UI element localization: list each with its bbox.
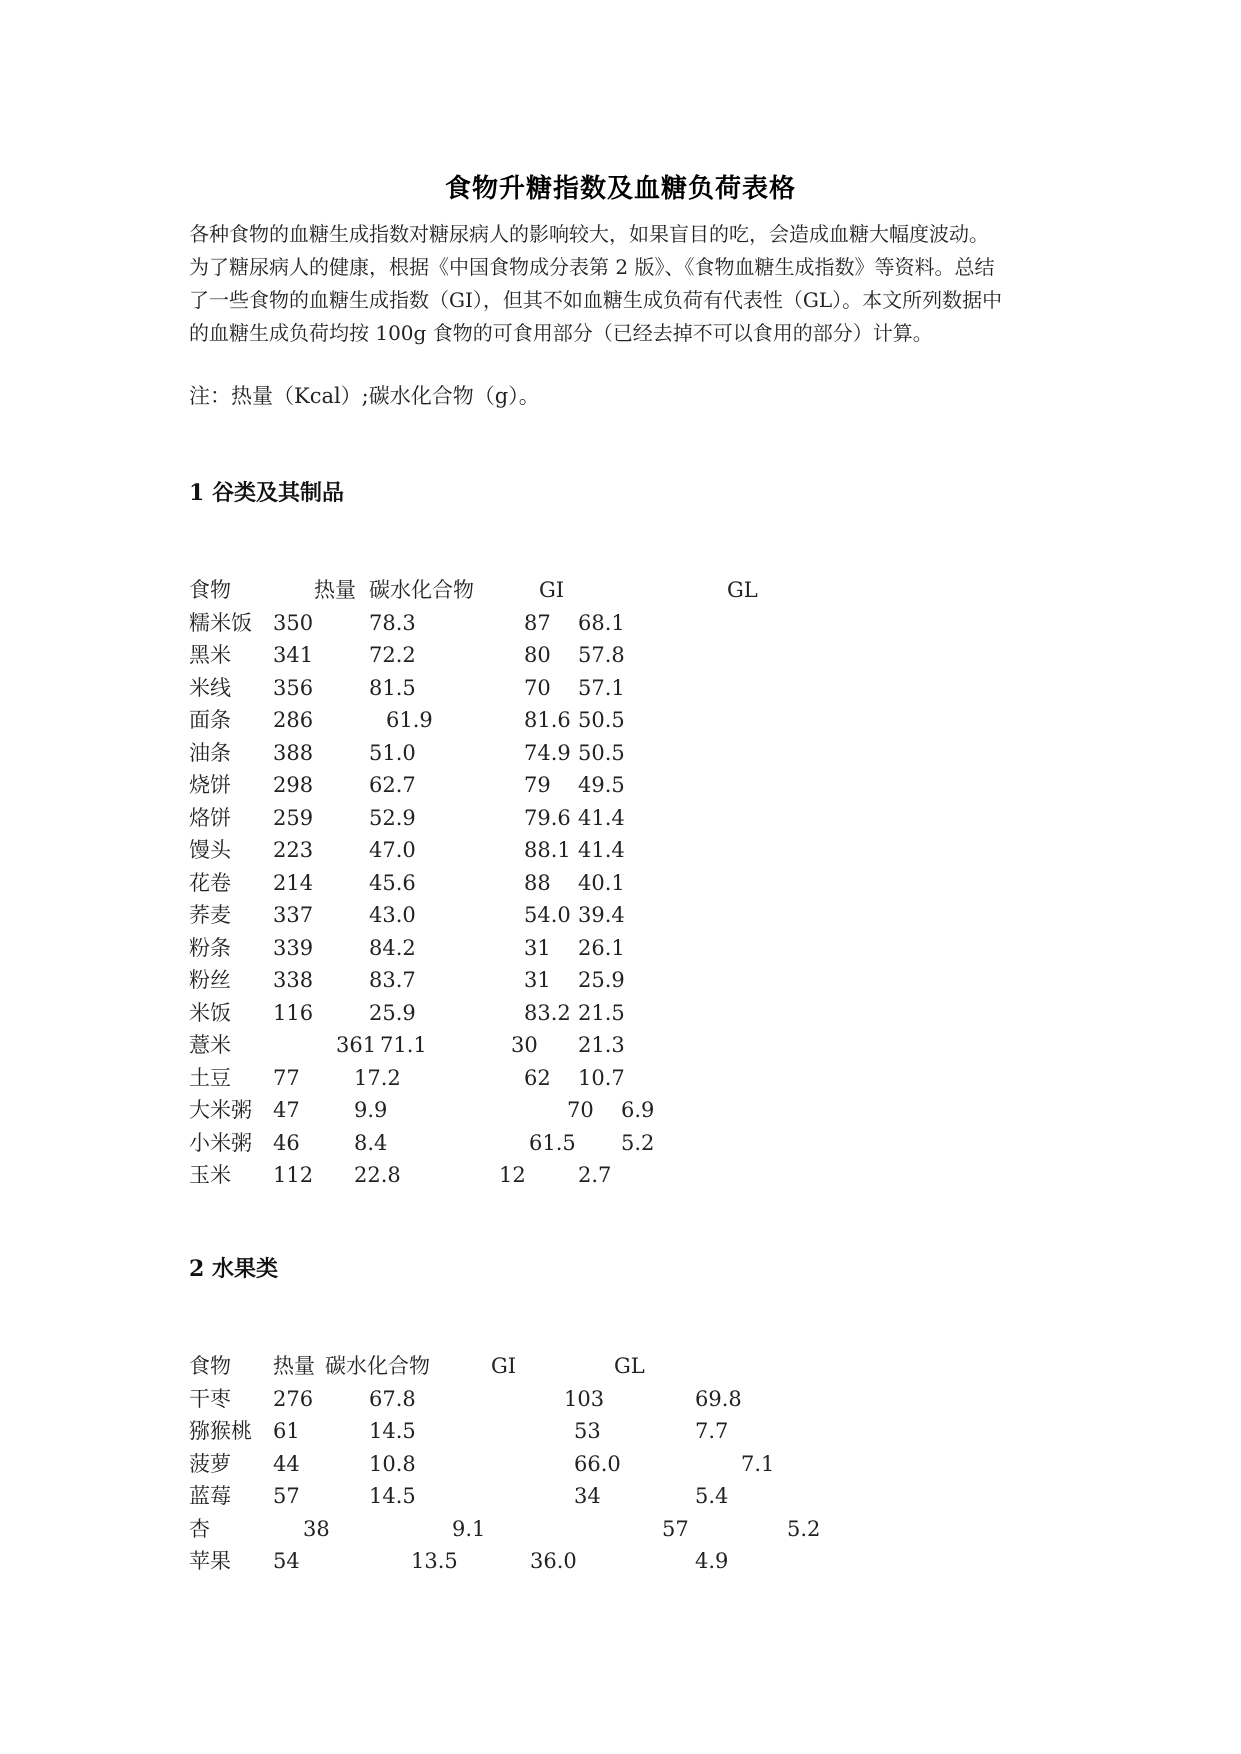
intro-paragraph (189, 218, 1089, 350)
cell-carbs: 10.8 (369, 1451, 416, 1476)
cell-gl: 2.7 (578, 1163, 612, 1187)
cell-gl: 7.1 (741, 1451, 775, 1476)
cell-gl: 41.4 (578, 838, 625, 862)
cell-food: 黑米 (189, 643, 231, 667)
table-row (189, 1127, 1089, 1160)
cell-carbs: 14.5 (369, 1484, 416, 1508)
cell-food: 大米粥 (189, 1098, 252, 1122)
table-row (189, 1513, 1089, 1546)
cell-gi: 88 (524, 870, 551, 895)
cell-gl: 5.2 (787, 1516, 821, 1541)
cell-calories: 61 (273, 1419, 300, 1443)
cell-calories: 388 (273, 740, 314, 765)
cell-carbs: 17.2 (354, 1065, 401, 1090)
cell-carbs: 25.9 (369, 1000, 416, 1025)
cell-food: 粉条 (189, 935, 231, 960)
section-heading-fruits: 2 水果类 (189, 1256, 278, 1282)
cell-calories: 276 (273, 1386, 314, 1411)
cell-gl: 6.9 (621, 1098, 655, 1122)
header-calories: 热量 (314, 578, 356, 602)
cell-carbs: 45.6 (369, 870, 416, 895)
table-row (189, 607, 1089, 640)
table-row (189, 1480, 1089, 1513)
cell-food: 糯米饭 (189, 610, 252, 635)
cell-calories: 356 (273, 675, 314, 700)
table-row (189, 802, 1089, 835)
header-gi: GI (539, 578, 565, 602)
cell-gl: 50.5 (578, 740, 625, 765)
cell-food: 米饭 (189, 1000, 231, 1025)
cell-gi: 70 (524, 675, 551, 700)
cell-calories: 286 (273, 708, 314, 732)
cell-gl: 49.5 (578, 773, 625, 797)
intro-line: 各种食物的血糖生成指数对糖尿病人的影响较大，如果盲目的吃，会造成血糖大幅度波动。 (189, 222, 989, 246)
cell-carbs: 47.0 (369, 838, 416, 862)
section-heading-grains: 1 谷类及其制品 (189, 480, 344, 506)
table-row (189, 1448, 1089, 1481)
cell-carbs: 22.8 (354, 1163, 401, 1187)
table-row (189, 1062, 1089, 1095)
cell-gi: 30 (511, 1033, 538, 1057)
table-row (189, 704, 1089, 737)
intro-line: 了一些食物的血糖生成指数（GI），但其不如血糖生成负荷有代表性（GL）。本文所列数据中 (189, 288, 1003, 312)
table-row (189, 1383, 1089, 1416)
cell-gl: 40.1 (578, 870, 625, 895)
cell-food: 猕猴桃 (189, 1419, 252, 1443)
table-row (189, 834, 1089, 867)
cell-calories: 214 (273, 870, 314, 895)
cell-gi: 36.0 (530, 1549, 577, 1573)
cell-gi: 34 (574, 1484, 601, 1508)
table-row (189, 899, 1089, 932)
intro-line: 的血糖生成负荷均按 100g 食物的可食用部分（已经去掉不可以食用的部分）计算。 (189, 321, 933, 345)
cell-gi: 70 (567, 1098, 594, 1122)
cell-food: 面条 (189, 708, 231, 732)
cell-calories: 112 (273, 1163, 314, 1187)
table-row (189, 867, 1089, 900)
cell-carbs: 62.7 (369, 773, 416, 797)
cell-gi: 66.0 (574, 1451, 621, 1476)
table-row (189, 737, 1089, 770)
cell-carbs: 51.0 (369, 740, 416, 765)
cell-food: 土豆 (189, 1065, 231, 1090)
cell-food: 油条 (189, 740, 231, 765)
header-food: 食物 (189, 578, 231, 602)
cell-food: 粉丝 (189, 968, 231, 992)
cell-gl: 69.8 (695, 1386, 742, 1411)
cell-calories: 223 (273, 838, 314, 862)
cell-food: 荞麦 (189, 903, 231, 927)
cell-food: 蓝莓 (189, 1484, 231, 1508)
cell-gl: 68.1 (578, 610, 625, 635)
cell-gi: 83.2 (524, 1000, 571, 1025)
cell-gi: 61.5 (529, 1130, 576, 1155)
cell-gl: 4.9 (695, 1549, 729, 1573)
cell-carbs: 72.2 (369, 643, 416, 667)
table-row (189, 1545, 1089, 1578)
header-carbs: 碳水化合物 (325, 1354, 430, 1378)
cell-calories: 339 (273, 935, 314, 960)
cell-gl: 5.2 (621, 1130, 655, 1155)
cell-carbs: 71.1 (380, 1033, 427, 1057)
table-row (189, 1029, 1089, 1062)
grains-table (189, 574, 1089, 1192)
cell-gi: 31 (524, 935, 551, 960)
cell-gl: 39.4 (578, 903, 625, 927)
cell-carbs: 52.9 (369, 805, 416, 830)
cell-food: 烙饼 (189, 805, 231, 830)
cell-food: 苹果 (189, 1549, 231, 1573)
cell-carbs: 8.4 (354, 1130, 388, 1155)
header-calories: 热量 (273, 1354, 315, 1378)
cell-food: 薏米 (189, 1033, 231, 1057)
cell-gl: 10.7 (578, 1065, 625, 1090)
cell-gi: 88.1 (524, 838, 571, 862)
cell-food: 杏 (189, 1516, 210, 1541)
cell-gi: 57 (662, 1516, 689, 1541)
header-gl: GL (727, 578, 758, 602)
cell-calories: 337 (273, 903, 314, 927)
cell-food: 玉米 (189, 1163, 231, 1187)
table-row (189, 672, 1089, 705)
cell-calories: 57 (273, 1484, 300, 1508)
cell-gl: 26.1 (578, 935, 625, 960)
cell-carbs: 61.9 (386, 708, 433, 732)
cell-carbs: 83.7 (369, 968, 416, 992)
cell-calories: 38 (303, 1516, 330, 1541)
cell-food: 花卷 (189, 870, 231, 895)
table-header-row (189, 574, 1089, 607)
cell-carbs: 13.5 (411, 1549, 458, 1573)
cell-carbs: 84.2 (369, 935, 416, 960)
cell-gi: 103 (564, 1386, 605, 1411)
table-row (189, 932, 1089, 965)
cell-gl: 57.8 (578, 643, 625, 667)
cell-carbs: 14.5 (369, 1419, 416, 1443)
cell-carbs: 78.3 (369, 610, 416, 635)
cell-calories: 338 (273, 968, 314, 992)
cell-gl: 21.5 (578, 1000, 625, 1025)
cell-food: 烧饼 (189, 773, 231, 797)
table-row (189, 1159, 1089, 1192)
cell-carbs: 81.5 (369, 675, 416, 700)
cell-gi: 87 (524, 610, 551, 635)
cell-gi: 12 (499, 1163, 526, 1187)
cell-gi: 54.0 (524, 903, 571, 927)
cell-calories: 116 (273, 1000, 314, 1025)
cell-gi: 79 (524, 773, 551, 797)
cell-calories: 341 (273, 643, 314, 667)
header-gl: GL (614, 1354, 645, 1378)
header-gi: GI (491, 1354, 517, 1378)
cell-calories: 259 (273, 805, 314, 830)
cell-calories: 350 (273, 610, 314, 635)
table-header-row (189, 1350, 1089, 1383)
cell-calories: 77 (273, 1065, 300, 1090)
cell-gl: 5.4 (695, 1484, 729, 1508)
cell-food: 馒头 (189, 838, 231, 862)
fruits-table (189, 1350, 1089, 1578)
cell-carbs: 43.0 (369, 903, 416, 927)
cell-calories: 47 (273, 1098, 300, 1122)
cell-calories: 298 (273, 773, 314, 797)
table-row (189, 997, 1089, 1030)
cell-calories: 44 (273, 1451, 300, 1476)
cell-gl: 57.1 (578, 675, 625, 700)
document-title: 食物升糖指数及血糖负荷表格 (444, 174, 796, 204)
cell-gi: 74.9 (524, 740, 571, 765)
cell-gi: 53 (574, 1419, 601, 1443)
cell-gi: 79.6 (524, 805, 571, 830)
cell-calories: 46 (273, 1130, 300, 1155)
cell-gl: 41.4 (578, 805, 625, 830)
cell-food: 菠萝 (189, 1451, 231, 1476)
cell-carbs: 67.8 (369, 1386, 416, 1411)
header-food: 食物 (189, 1354, 231, 1378)
table-row (189, 769, 1089, 802)
cell-gl: 21.3 (578, 1033, 625, 1057)
units-note: 注：热量（Kcal）;碳水化合物（g）。 (189, 384, 540, 408)
cell-carbs: 9.9 (354, 1098, 388, 1122)
cell-gi: 62 (524, 1065, 551, 1090)
cell-calories: 54 (273, 1549, 300, 1573)
cell-food: 小米粥 (189, 1130, 252, 1155)
cell-gi: 31 (524, 968, 551, 992)
cell-gi: 80 (524, 643, 551, 667)
table-row (189, 639, 1089, 672)
intro-line: 为了糖尿病人的健康，根据《中国食物成分表第 2 版》、《食物血糖生成指数》等资料。总结 (189, 255, 995, 279)
table-row (189, 1094, 1089, 1127)
cell-carbs: 9.1 (452, 1516, 486, 1541)
table-row (189, 964, 1089, 997)
cell-gi: 81.6 (524, 708, 571, 732)
cell-gl: 50.5 (578, 708, 625, 732)
cell-food: 干枣 (189, 1386, 231, 1411)
cell-food: 米线 (189, 675, 231, 700)
cell-calories: 361 (336, 1033, 377, 1057)
header-carbs: 碳水化合物 (369, 578, 474, 602)
table-row (189, 1415, 1089, 1448)
cell-gl: 7.7 (695, 1419, 729, 1443)
cell-gl: 25.9 (578, 968, 625, 992)
